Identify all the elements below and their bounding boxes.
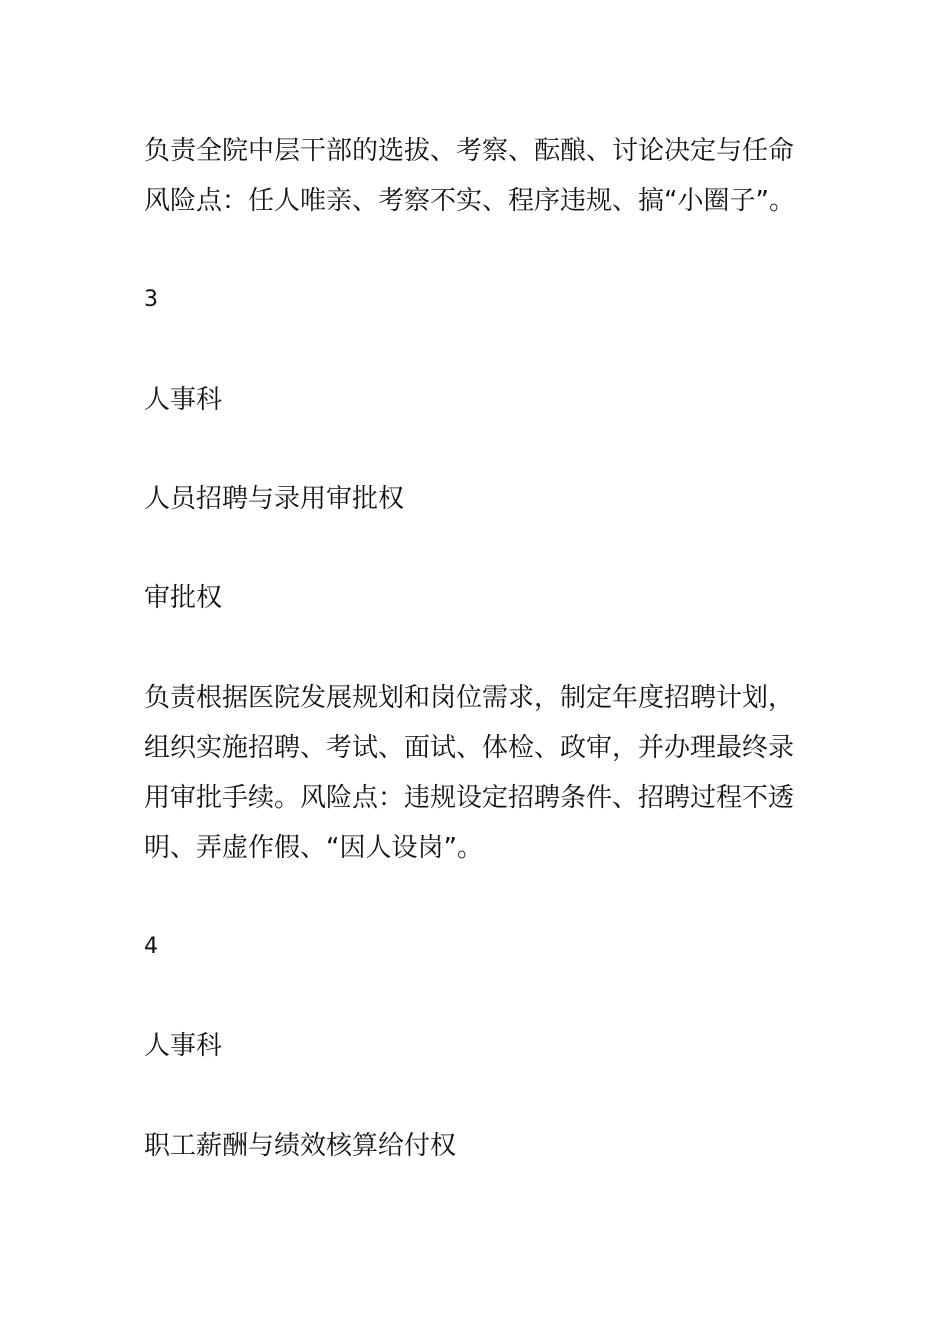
item-number-4: 4	[144, 934, 158, 959]
power-type-3: 审批权	[144, 583, 223, 613]
item-number-3: 3	[144, 287, 158, 312]
power-title-4: 职工薪酬与绩效核算给付权	[144, 1131, 457, 1161]
department-label-4: 人事科	[144, 1031, 223, 1061]
power-title-3: 人员招聘与录用审批权	[144, 484, 405, 514]
recruitment-paragraph: 负责根据医院发展规划和岗位需求，制定年度招聘计划， 组织实施招聘、考试、面试、体检、政审，并办理最终录 用审批手续。风险点：违规设定招聘条件、招聘过程不透 明、弄虚作假、“因人设岗”。	[144, 683, 795, 863]
cadre-selection-paragraph: 负责全院中层干部的选拔、考察、酝酿、讨论决定与任命 风险点：任人唯亲、考察不实、程序违规、搞“小圈子”。	[144, 136, 795, 216]
department-label-3: 人事科	[144, 385, 223, 415]
